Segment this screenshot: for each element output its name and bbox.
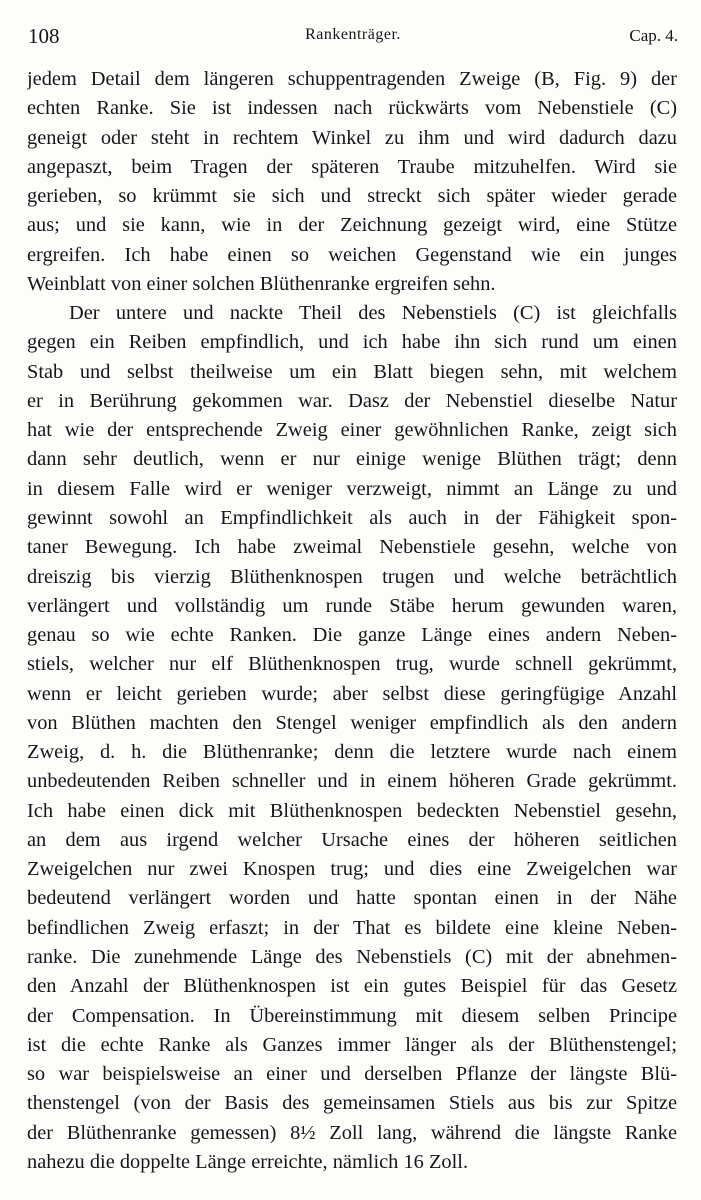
text-line: Ich habe einen dick mit Blüthenknospen bedeckten Nebenstiel gesehn, xyxy=(27,799,677,822)
paragraph-start-line: Der untere und nackte Theil des Nebenstiels (C) ist gleichfalls xyxy=(69,302,677,325)
text-line: Zweig, d. h. die Blüthenranke; denn die letztere wurde nach einem xyxy=(27,741,677,764)
text-line: geneigt oder steht in rechtem Winkel zu ihm und wird dadurch dazu xyxy=(27,126,677,149)
paragraph-end-line: nahezu die doppelte Länge erreichte, nämlich 16 Zoll. xyxy=(27,1150,469,1173)
text-line: bedeutend verlängert worden und hatte spontan einen in der Nähe xyxy=(27,887,677,910)
text-line: er in Berührung gekommen war. Dasz der Nebenstiel dieselbe Natur xyxy=(27,389,677,412)
chapter-label: Cap. 4. xyxy=(629,26,678,45)
text-line: angepaszt, beim Tragen der späteren Traube mitzuhelfen. Wird sie xyxy=(27,155,677,178)
text-line: gegen ein Reiben empfindlich, und ich habe ihn sich rund um einen xyxy=(27,331,677,354)
text-line: gewinnt sowohl an Empfindlichkeit als auch in der Fähigkeit spon- xyxy=(27,506,677,529)
text-line: in diesem Falle wird er weniger verzweigt, nimmt an Länge zu und xyxy=(27,477,677,500)
paragraph-end-line: Weinblatt von einer solchen Blüthenranke ergreifen sehn. xyxy=(27,272,496,295)
text-line: an dem aus irgend welcher Ursache eines der höheren seitlichen xyxy=(27,828,677,851)
text-line: gerieben, so krümmt sie sich und streckt sich später wieder gerade xyxy=(27,185,677,208)
text-line: befindlichen Zweig erfaszt; in der That es bildete eine kleine Neben- xyxy=(27,916,677,939)
text-line: ergreifen. Ich habe einen so weichen Gegenstand wie ein junges xyxy=(27,243,677,266)
text-line: thenstengel (von der Basis des gemeinsamen Stiels aus bis zur Spitze xyxy=(27,1092,677,1115)
body-text xyxy=(27,65,677,1177)
text-line: so war beispielsweise an einer und derselben Pflanze der längste Blü- xyxy=(27,1063,677,1086)
text-line: ist die echte Ranke als Ganzes immer länger als der Blüthenstengel; xyxy=(27,1033,677,1056)
text-line: hat wie der entsprechende Zweig einer gewöhnlichen Ranke, zeigt sich xyxy=(27,419,677,442)
text-line: echten Ranke. Sie ist indessen nach rückwärts vom Nebenstiele (C) xyxy=(27,97,677,120)
text-line: wenn er leicht gerieben wurde; aber selbst diese geringfügige Anzahl xyxy=(27,682,677,705)
text-line: aus; und sie kann, wie in der Zeichnung gezeigt wird, eine Stütze xyxy=(27,214,677,237)
page-number: 108 xyxy=(28,24,60,48)
text-line: unbedeutenden Reiben schneller und in einem höheren Grade gekrümmt. xyxy=(27,770,677,793)
text-line: jedem Detail dem längeren schuppentragenden Zweige (B, Fig. 9) der xyxy=(27,68,677,90)
text-line: stiels, welcher nur elf Blüthenknospen trug, wurde schnell gekrümmt, xyxy=(27,653,677,676)
text-line: den Anzahl der Blüthenknospen ist ein gutes Beispiel für das Gesetz xyxy=(27,975,677,998)
text-line: genau so wie echte Ranken. Die ganze Länge eines andern Neben- xyxy=(27,624,677,647)
text-line: der Blüthenranke gemessen) 8½ Zoll lang, während die längste Ranke xyxy=(27,1121,677,1144)
page-header xyxy=(28,24,678,56)
text-line: der Compensation. In Übereinstimmung mit diesem selben Principe xyxy=(27,1004,677,1027)
text-line: taner Bewegung. Ich habe zweimal Nebenstiele gesehn, welche von xyxy=(27,536,677,559)
text-line: von Blüthen machten den Stengel weniger empfindlich als den andern xyxy=(27,711,677,734)
text-line: dreiszig bis vierzig Blüthenknospen trugen und welche beträchtlich xyxy=(27,565,677,588)
running-title: Rankenträger. xyxy=(305,26,401,43)
text-line: ranke. Die zunehmende Länge des Nebenstiels (C) mit der abnehmen- xyxy=(27,945,677,968)
text-line: Stab und selbst theilweise um ein Blatt biegen sehn, mit welchem xyxy=(27,360,677,383)
text-line: Zweigelchen nur zwei Knospen trug; und dies eine Zweigelchen war xyxy=(27,858,677,881)
text-line: dann sehr deutlich, wenn er nur einige wenige Blüthen trägt; denn xyxy=(27,448,677,471)
text-line: verlängert und vollständig um runde Stäbe herum gewunden waren, xyxy=(27,594,677,617)
